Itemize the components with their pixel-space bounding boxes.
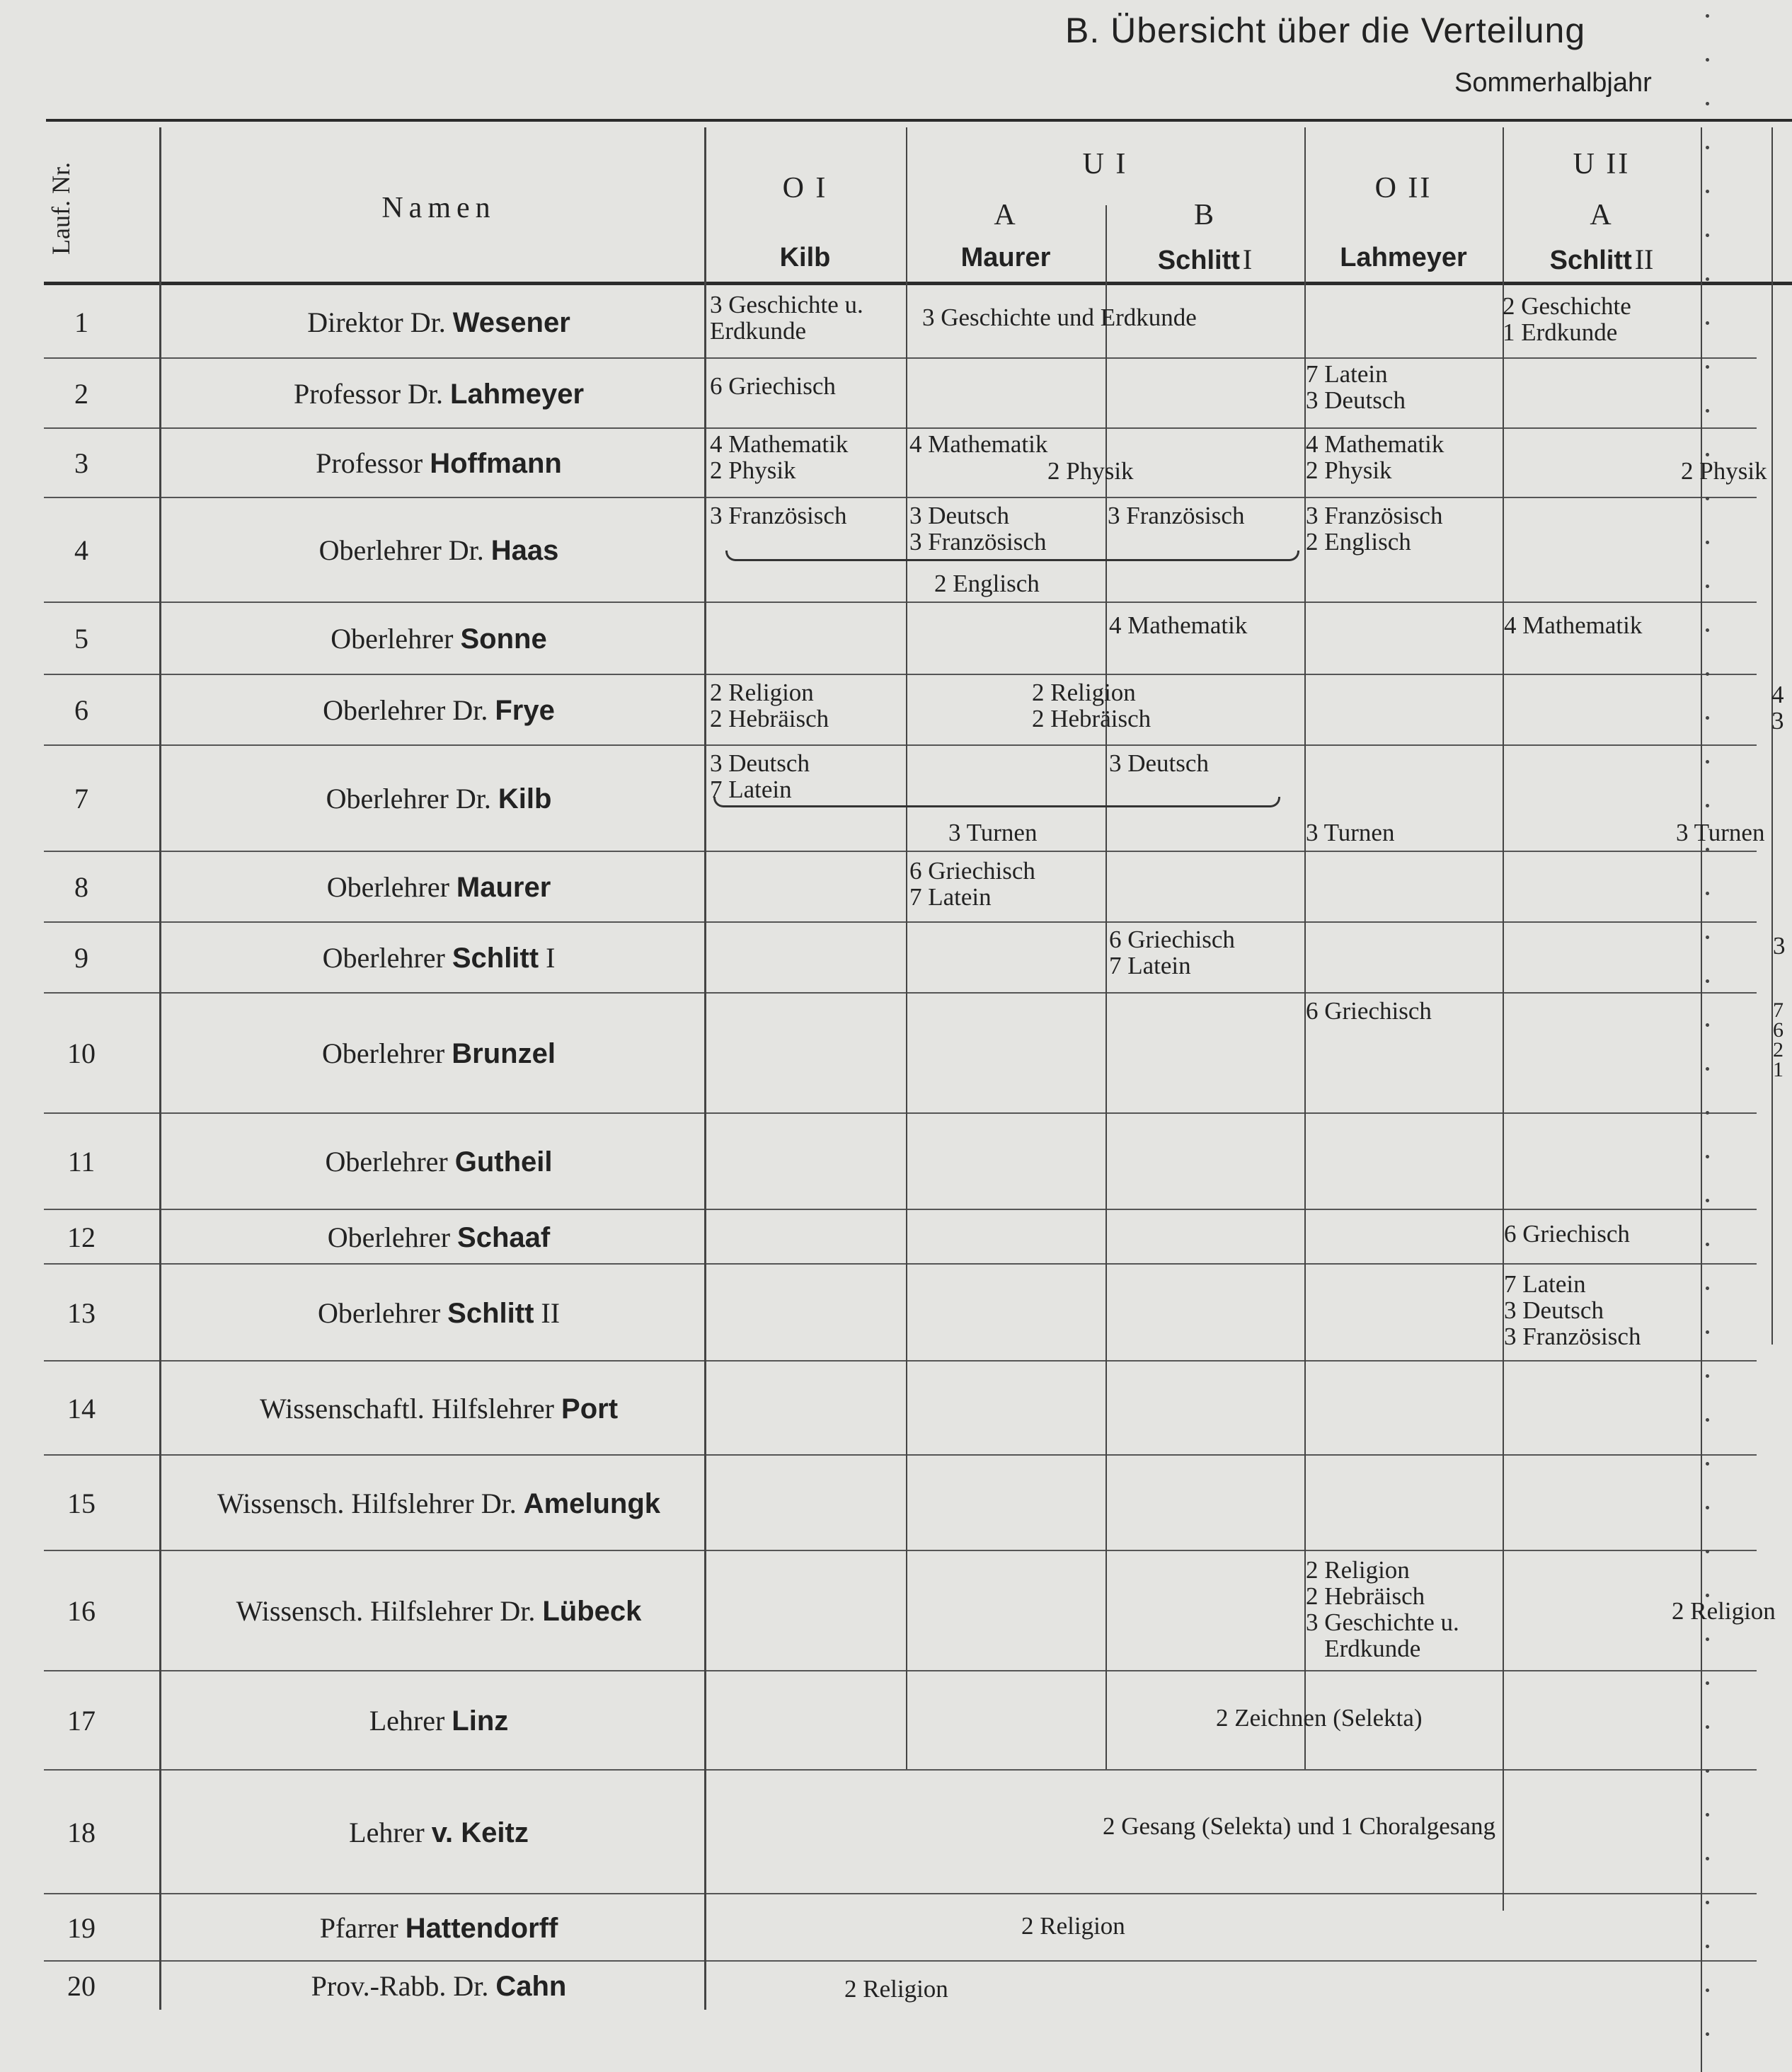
perforation-dot [1706,1725,1709,1729]
cell-r6-ui: 2 Religion 2 Hebräisch [1032,679,1151,732]
cell-r7-uib: 3 Deutsch [1109,749,1209,777]
perforation-dot [1706,1287,1709,1290]
row-divider [44,1360,1757,1362]
teacher-surname: Brunzel [452,1038,556,1069]
teacher-surname: Lahmeyer [450,378,585,410]
uii-a-teacher [1503,243,1701,276]
cell-r19-span: 2 Religion [1021,1912,1125,1940]
teacher-name [163,782,715,815]
cell-r7-oii: 3 Turnen [1306,819,1395,846]
column-divider [1105,205,1107,1769]
row-divider [44,1893,1757,1894]
teacher-surname: v. Keitz [431,1817,529,1848]
perforation-dot [1706,365,1709,369]
perforation-dot [1706,321,1709,325]
cell-r4-uia: 3 Deutsch 3 Französisch [909,502,1047,556]
perforation-dot [1706,1111,1709,1115]
perforation-dot [1706,1769,1709,1773]
cell-r10-edge: 7 6 2 1 [1773,998,1784,1081]
row-number: 17 [67,1705,96,1737]
perforation-dot [1706,936,1709,939]
teacher-name [163,622,715,655]
ui-b-teacher-suffix: I [1242,243,1253,275]
teacher-title: Oberlehrer [326,871,449,903]
teacher-name [163,1037,715,1070]
teacher-surname: Schlitt [447,1297,534,1329]
row-number: 15 [67,1487,96,1519]
cell-r4-span: 2 Englisch [934,570,1040,597]
table-top-rule [46,119,1792,122]
perforation-dot [1706,409,1709,413]
cell-r4-oi: 3 Französisch [710,502,847,529]
teacher-title: Prov.-Rabb. Dr. [311,1970,489,2002]
perforation-dot [1706,1594,1709,1597]
perforation-dot [1706,1023,1709,1027]
teacher-suffix: II [541,1296,561,1329]
teacher-title: Oberlehrer [322,1037,445,1069]
perforation-dot [1706,102,1709,105]
teacher-title: Oberlehrer Dr. [318,534,484,566]
teacher-surname: Wesener [452,307,570,338]
teacher-name [163,534,715,567]
row-divider [44,744,1757,746]
teacher-name [163,1911,715,1945]
row-number: 18 [67,1816,96,1848]
row-number: 2 [74,377,88,410]
row-number: 5 [74,623,88,655]
cell-r5-uii: 4 Mathematik [1504,611,1643,639]
teacher-title: Wissensch. Hilfslehrer Dr. [236,1595,536,1627]
row-number: 19 [67,1911,96,1944]
row-number: 1 [74,306,88,338]
teacher-title: Pfarrer [319,1911,398,1944]
column-divider [1503,127,1504,1911]
row-number: 20 [67,1970,96,2002]
teacher-surname: Lübeck [542,1596,642,1627]
brace-r4 [725,551,1299,561]
row-number: 16 [67,1595,96,1627]
ui-b-header: B [1193,199,1216,231]
cell-r2-oi: 6 Griechisch [710,372,836,400]
oii-teacher: Lahmeyer [1340,243,1467,272]
cell-r18-span: 2 Gesang (Selekta) und 1 Choralgesang [1103,1812,1495,1840]
cell-r20-span: 2 Religion [844,1975,948,2003]
teacher-surname: Port [561,1393,619,1424]
cell-r1-oi: 3 Geschichte u. Erdkunde [710,291,863,345]
row-number: 11 [67,1146,96,1178]
perforation-dot [1706,1813,1709,1817]
uii-a-header: A [1590,199,1614,231]
teacher-title: Oberlehrer Dr. [323,694,488,726]
row-divider [44,851,1757,852]
teacher-surname: Haas [490,535,559,566]
cell-r6-edge: 4 3 [1771,681,1784,735]
uii-a-teacher-suffix: II [1634,243,1654,275]
row-number: 10 [67,1037,96,1069]
teacher-title: Direktor Dr. [307,306,446,338]
cell-r7-oi: 3 Deutsch 7 Latein [710,749,810,803]
teacher-suffix: I [546,942,556,974]
cell-r3-oi: 4 Mathematik 2 Physik [710,430,849,484]
perforation-dot [1706,1550,1709,1553]
cell-r3-ui: 2 Physik [1047,457,1134,485]
row-number: 14 [67,1392,96,1424]
teacher-surname: Kilb [498,783,552,815]
perforation-dot [1706,979,1709,983]
row-divider [44,921,1757,923]
row-number: 9 [74,942,88,974]
perforation-dot [1706,628,1709,632]
perforation-dot [1706,1330,1709,1334]
teacher-title: Wissensch. Hilfslehrer Dr. [217,1487,517,1519]
row-divider [44,357,1757,359]
row-divider [44,992,1757,994]
oi-teacher: Kilb [779,243,831,272]
teacher-name [163,1816,715,1849]
teacher-name [163,1392,715,1425]
cell-r9-uib: 6 Griechisch 7 Latein [1109,926,1235,979]
perforation-dot [1706,716,1709,720]
perforation-dot [1706,1988,1709,1992]
row-number: 6 [74,694,88,726]
perforation-dot [1706,1199,1709,1202]
cell-r16-edge: 2 Religion [1672,1597,1776,1625]
column-divider [906,127,907,1769]
cell-r9-edge: 3 [1773,932,1786,960]
uii-header: U II [1573,148,1631,180]
cell-r5-uib: 4 Mathematik [1109,611,1248,639]
row-divider [44,674,1757,675]
ui-a-teacher: Maurer [960,243,1051,272]
cell-r12-uii: 6 Griechisch [1504,1220,1630,1248]
perforation-dot [1706,585,1709,588]
teacher-title: Oberlehrer [331,623,454,655]
teacher-surname: Maurer [456,872,551,903]
row-number: 12 [67,1221,96,1253]
cell-r10-oii: 6 Griechisch [1306,997,1432,1025]
perforation-dot [1706,190,1709,193]
teacher-title: Professor [316,447,423,479]
teacher-name [163,377,715,410]
perforation-dot [1706,2032,1709,2036]
cell-r7-span: 3 Turnen [948,819,1038,846]
teacher-name [163,1296,715,1330]
perforation-dot [1706,1418,1709,1422]
teacher-name [163,306,715,339]
cell-r7-edge: 3 Turnen [1676,819,1765,846]
row-number: 4 [74,534,88,566]
perforation-dot [1706,1857,1709,1860]
perforation-dot [1706,1067,1709,1071]
row-number: 7 [74,783,88,815]
cell-r2-oii: 7 Latein 3 Deutsch [1306,360,1406,414]
cell-r4-uib: 3 Französisch [1108,502,1245,529]
teacher-name [163,1969,715,2003]
cell-r13-uii: 7 Latein 3 Deutsch 3 Französisch [1504,1270,1641,1350]
perforation-dot [1706,14,1709,18]
ui-header: U I [1082,148,1128,180]
teacher-name [163,941,715,974]
teacher-name [163,1221,715,1254]
column-divider [1701,127,1702,2072]
cell-r8-uia: 6 Griechisch 7 Latein [909,857,1035,911]
perforation-dot [1706,1155,1709,1158]
cell-r3-uia: 4 Mathematik [909,430,1048,458]
row-divider [44,602,1757,603]
cell-r6-oi: 2 Religion 2 Hebräisch [710,679,829,732]
teacher-surname: Schaaf [457,1221,551,1253]
row-divider [44,1209,1757,1210]
row-number: 3 [74,447,88,479]
teacher-surname: Schlitt [452,943,539,974]
teacher-name [163,1594,715,1628]
teacher-name [163,693,715,727]
perforation-dot [1706,1462,1709,1466]
page-title: B. Übersicht über die Verteilung [1065,11,1586,50]
row-divider [44,1550,1757,1551]
perforation-dot [1706,672,1709,676]
perforation-dot [1706,497,1709,500]
perforation-dot [1706,760,1709,764]
header-bottom-rule [44,282,1792,285]
namen-header: Namen [381,192,496,224]
column-divider [1771,127,1773,1345]
teacher-title: Oberlehrer Dr. [326,783,491,815]
teacher-title: Oberlehrer [325,1146,448,1178]
perforation-dot [1706,1638,1709,1641]
row-divider [44,1670,1757,1671]
perforation-dot [1706,1374,1709,1378]
cell-r3-oii: 4 Mathematik 2 Physik [1306,430,1444,484]
row-divider [44,1263,1757,1265]
cell-r1-uii: 2 Geschichte 1 Erdkunde [1503,292,1631,346]
perforation-dot [1706,234,1709,237]
perforation-dot [1706,1506,1709,1509]
teacher-name [163,1487,715,1520]
perforation-dot [1706,1681,1709,1685]
oii-header: O II [1374,172,1432,205]
perforation-dot [1706,146,1709,149]
ui-b-teacher-name: Schlitt [1157,246,1240,275]
teacher-surname: Hoffmann [430,448,562,479]
teacher-title: Lehrer [349,1816,425,1848]
teacher-title: Wissenschaftl. Hilfslehrer [259,1392,555,1424]
perforation-dot [1706,848,1709,851]
perforation-dot [1706,1243,1709,1246]
row-divider [44,427,1757,429]
teacher-name [163,870,715,904]
teacher-title: Oberlehrer [317,1296,441,1329]
perforation-dot [1706,1945,1709,1948]
teacher-title: Oberlehrer [322,942,445,974]
teacher-title: Professor Dr. [293,377,444,410]
cell-r1-ui: 3 Geschichte und Erdkunde [922,304,1197,331]
teacher-surname: Amelungk [523,1487,661,1519]
row-divider [44,1960,1757,1962]
teacher-title: Oberlehrer [327,1221,451,1253]
page-subtitle: Sommerhalbjahr [1454,68,1652,98]
row-divider [44,1112,1757,1114]
perforation-dot [1706,453,1709,456]
teacher-surname: Gutheil [454,1146,553,1178]
lauf-nr-header: Lauf. Nr. [47,162,75,255]
cell-r3-edge: 2 Physik [1681,457,1767,485]
teacher-surname: Linz [452,1705,509,1737]
brace-r7 [713,797,1280,807]
teacher-title: Lehrer [369,1705,445,1737]
teacher-name [163,1704,715,1737]
perforation-dot [1706,541,1709,544]
row-divider [44,497,1757,498]
perforation-dot [1706,892,1709,895]
oi-header: O I [782,172,828,205]
cell-r16-oii: 2 Religion 2 Hebräisch 3 Geschichte u. Erdkunde [1306,1556,1459,1662]
row-number: 8 [74,871,88,903]
teacher-surname: Cahn [495,1971,567,2002]
row-number: 13 [67,1296,96,1329]
teacher-name [163,447,715,480]
teacher-surname: Hattendorff [405,1912,558,1944]
teacher-name [163,1145,715,1178]
teacher-surname: Frye [495,695,555,726]
cell-r4-oii: 3 Französisch 2 Englisch [1306,502,1443,556]
perforation-dot [1706,1901,1709,1904]
uii-a-teacher-name: Schlitt [1549,246,1632,275]
ui-b-teacher [1105,243,1304,276]
teacher-surname: Sonne [460,623,547,655]
cell-r17-span: 2 Zeichnen (Selekta) [1216,1704,1423,1732]
perforation-dot [1706,277,1709,281]
row-divider [44,1454,1757,1456]
row-divider [44,1769,1757,1771]
perforation-dot [1706,804,1709,807]
perforation-dot [1706,58,1709,62]
ui-a-header: A [994,199,1018,231]
